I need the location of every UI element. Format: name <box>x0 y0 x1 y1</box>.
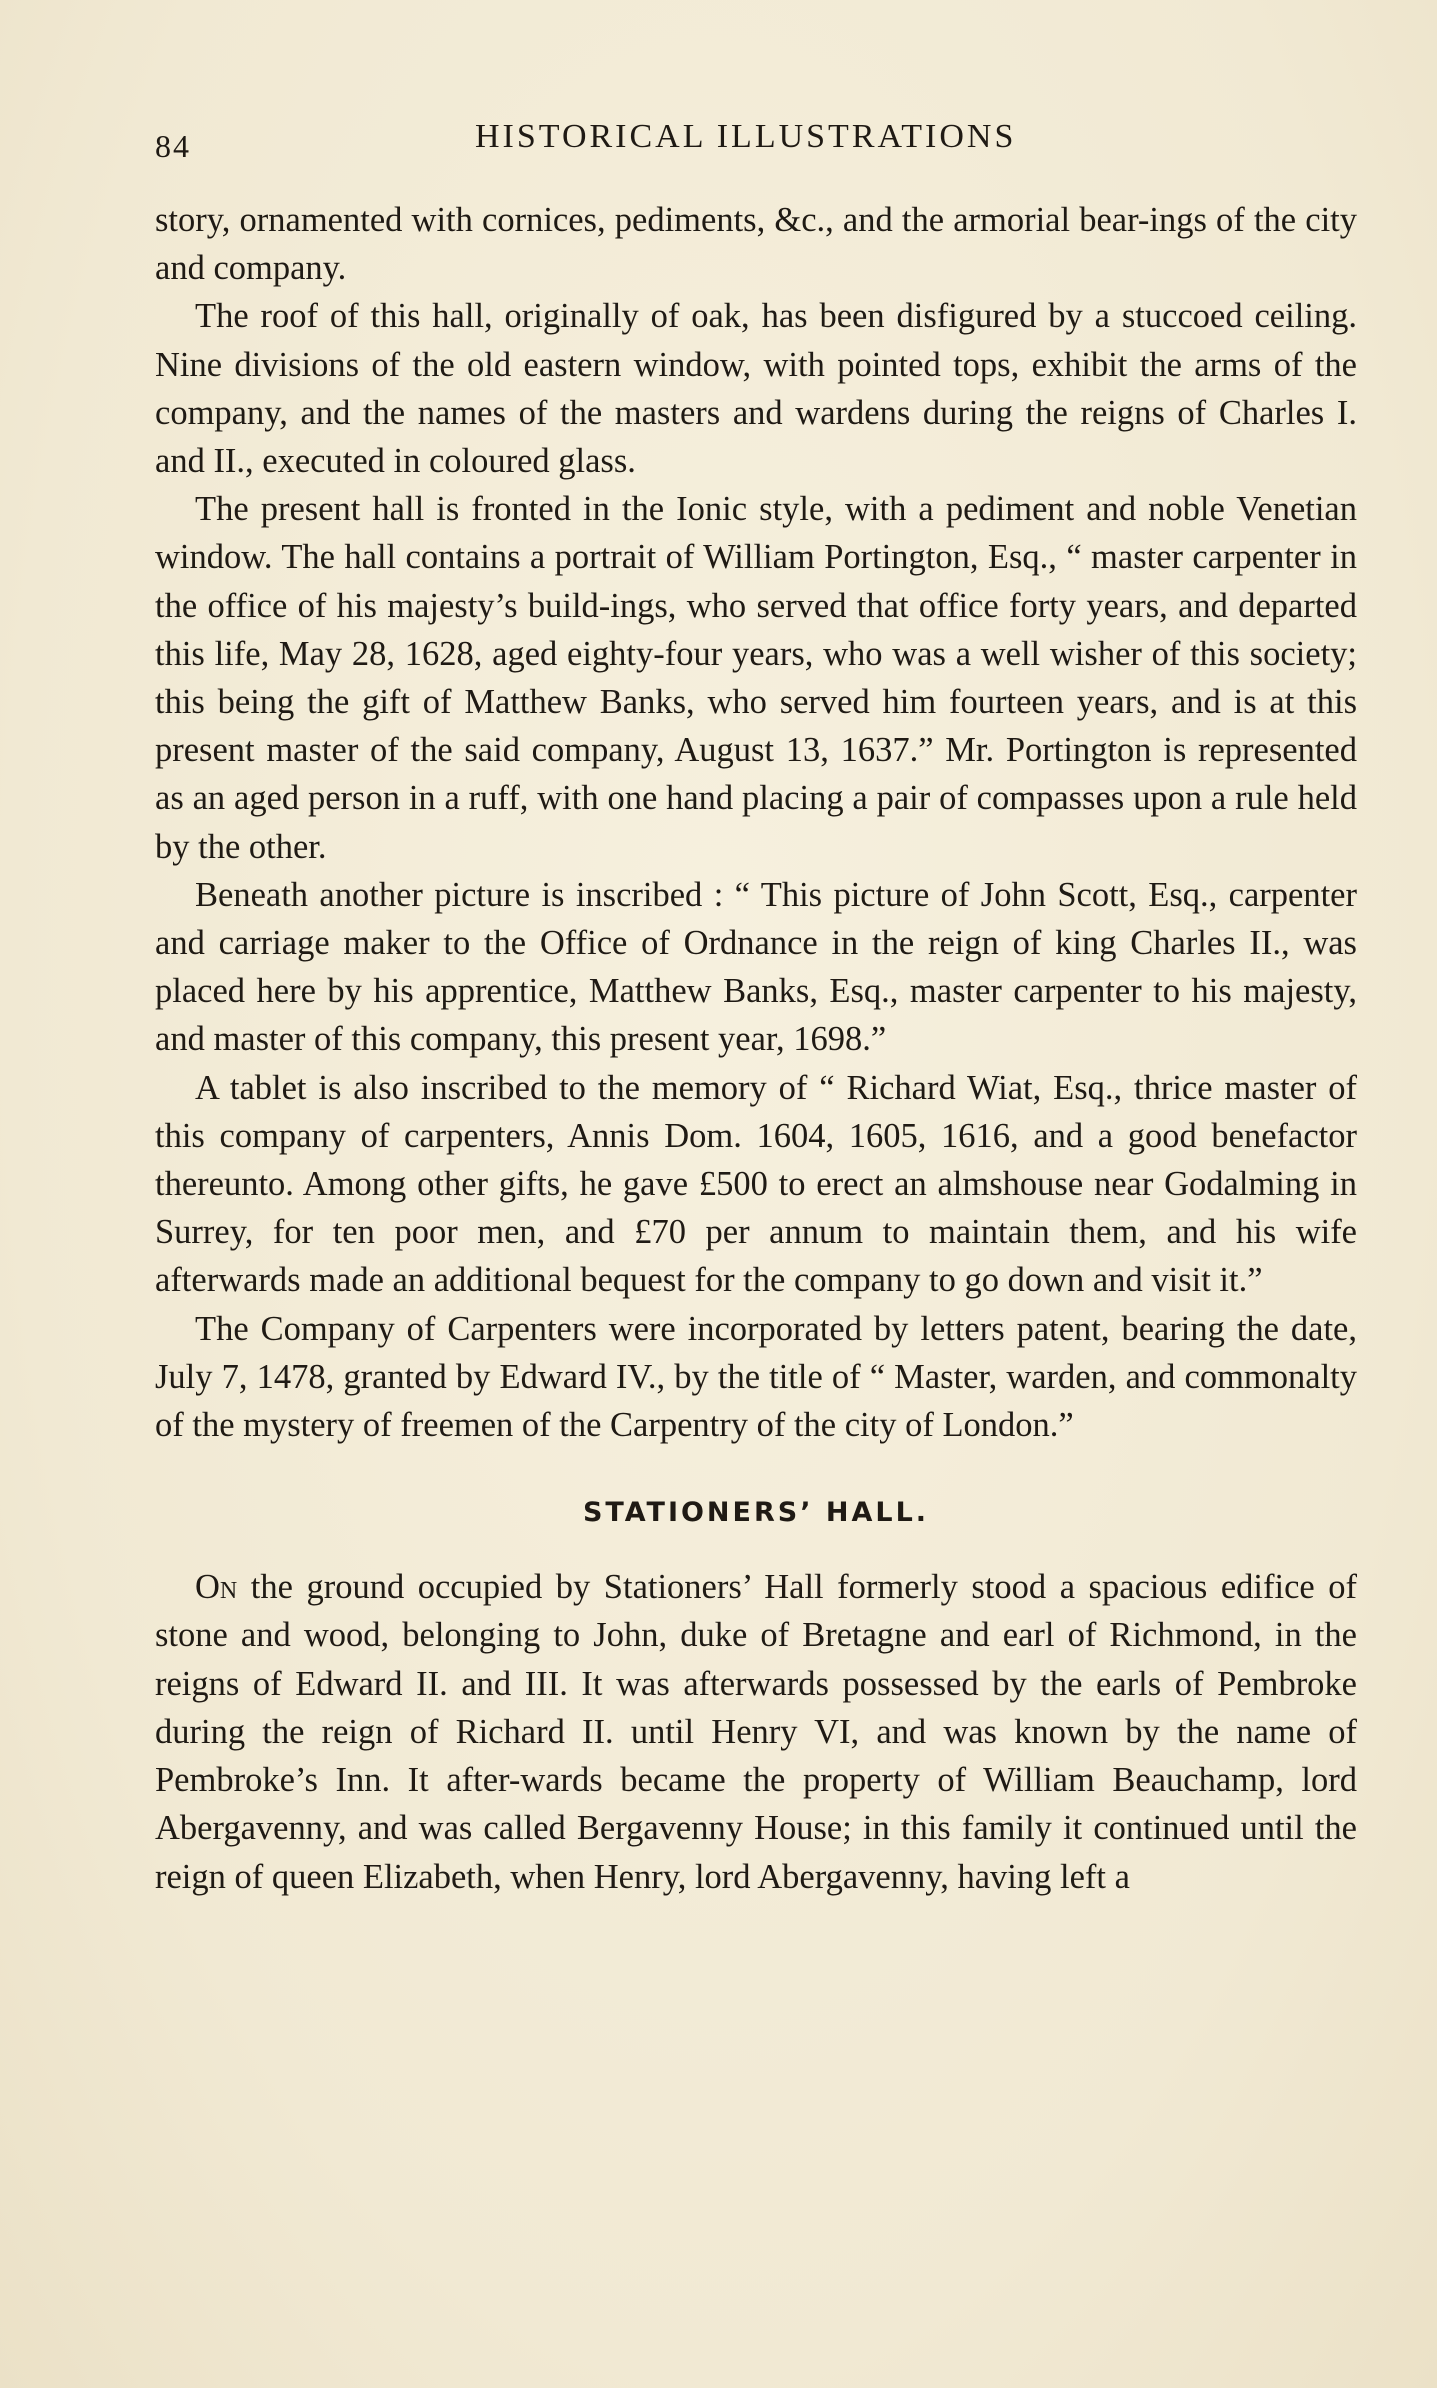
body-text <box>155 196 1357 1901</box>
section-heading-stationers-hall: STATIONERS’ HALL. <box>582 1497 930 1529</box>
drop-first-word: On <box>195 1568 238 1607</box>
paragraph-continuation: story, ornamented with cornices, pediments, &c., and the armorial bear-ings of the city and company. <box>155 201 1357 288</box>
paragraph-richard-wiat: A tablet is also inscribed to the memory of “ Richard Wiat, Esq., thrice master of this company of carpenters, Annis Dom. 1604, 1605, 1616, and a good benefactor thereunto. Among other gifts, he gave £500 to erect an almshouse near Godalming in Surrey, for ten poor men, and £70 per annum to maintain them, and his wife afterwards made an additional bequest for the company to go down and visit it.” <box>155 1068 1357 1300</box>
page-header <box>155 118 1355 168</box>
paragraph-stationers <box>155 1563 1357 1900</box>
paragraph-present-hall: The present hall is fronted in the Ionic style, with a pediment and noble Venetian window. The hall contains a portrait of William Portington, Esq., “ master carpenter in the office of his majesty’s build-ings, who served that office forty years, and departed this life, May 28, 1628, aged eighty-four years, who was a well wisher of this society; this being the gift of Matthew Banks, who served him fourteen years, and is at this present master of the said company, August 13, 1637.” Mr. Portington is represented as an aged person in a ruff, with one hand placing a pair of compasses upon a rule held by the other. <box>155 490 1357 866</box>
page-number: 84 <box>155 128 191 164</box>
paragraph-stationers-text: the ground occupied by Stationers’ Hall formerly stood a spacious edifice of stone and wood, belonging to John, duke of Bretagne and earl of Richmond, in the reigns of Edward II. and III. It was afterwards possessed by the earls of Pembroke during the reign of Richard II. until Henry VI, and was known by the name of Pembroke’s Inn. It after-wards became the property of William Beauchamp, lord Abergavenny, and was called Bergavenny House; in this family it continued until the reign of queen Elizabeth, when Henry, lord Abergavenny, having left a <box>155 1568 1357 1896</box>
paragraph-john-scott: Beneath another picture is inscribed : “ This picture of John Scott, Esq., carpenter and carriage maker to the Office of Ordnance in the reign of king Charles II., was placed here by his apprentice, Matthew Banks, Esq., master carpenter to his majesty, and master of this company, this present year, 1698.” <box>155 875 1357 1059</box>
paragraph-incorporation: The Company of Carpenters were incorporated by letters patent, bearing the date, July 7, 1478, granted by Edward IV., by the title of “ Master, warden, and commonalty of the mystery of freemen of the Carpentry of the city of London.” <box>155 1309 1357 1445</box>
running-head: HISTORICAL ILLUSTRATIONS <box>475 118 1017 155</box>
paragraph-roof: The roof of this hall, originally of oak, has been disfigured by a stuccoed ceiling. Nine divisions of the old eastern window, with pointed tops, exhibit the arms of the company, and the names of the masters and wardens during the reigns of Charles I. and II., executed in coloured glass. <box>155 297 1357 481</box>
